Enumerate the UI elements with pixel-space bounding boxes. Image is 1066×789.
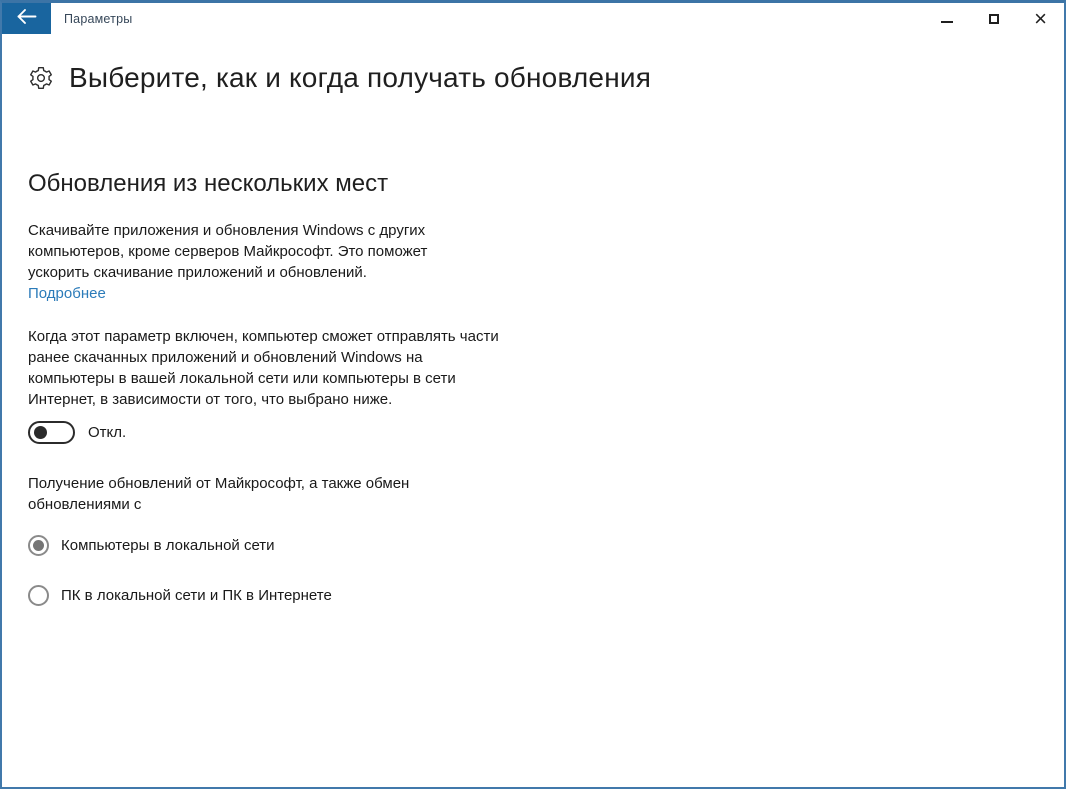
maximize-button[interactable] (970, 3, 1017, 34)
radio-option-local-and-internet[interactable] (28, 585, 1038, 606)
toggle-state-label: Откл. (88, 424, 127, 441)
back-button[interactable] (2, 3, 51, 34)
window-controls (923, 3, 1064, 34)
titlebar (2, 3, 1064, 34)
gear-icon (28, 65, 54, 91)
back-arrow-icon (16, 8, 37, 30)
maximize-icon (989, 14, 999, 24)
description-paragraph-2: Когда этот параметр включен, компьютер сможет отправлять части ранее скачанных приложений и обновлений Windows на компьютеры в вашей локальной сети или компьютеры в сети Интернет, в зависимости от того, что выбрано ниже. (28, 328, 499, 408)
app-title: Параметры (64, 11, 133, 26)
page-header (28, 62, 1038, 94)
settings-content (2, 62, 1064, 606)
close-button[interactable] (1017, 3, 1064, 34)
close-icon: × (1034, 5, 1047, 31)
toggle-row (28, 421, 1038, 444)
radio-option-local-network[interactable] (28, 535, 1038, 556)
radio-label: Компьютеры в локальной сети (61, 537, 275, 554)
share-options-radio-group (28, 535, 1038, 606)
radio-label: ПК в локальной сети и ПК в Интернете (61, 587, 332, 604)
minimize-button[interactable] (923, 3, 970, 34)
page-title: Выберите, как и когда получать обновления (69, 62, 652, 93)
share-options-heading: Получение обновлений от Майкрософт, а также обмен обновлениями с (28, 475, 410, 513)
radio-selected-icon[interactable] (28, 535, 49, 556)
updates-toggle[interactable] (28, 421, 75, 444)
learn-more-link[interactable]: Подробнее (28, 285, 106, 302)
section-heading: Обновления из нескольких мест (28, 170, 389, 197)
toggle-knob-icon (34, 426, 47, 439)
radio-unselected-icon[interactable] (28, 585, 49, 606)
minimize-icon (941, 21, 953, 23)
description-paragraph-1: Скачивайте приложения и обновления Windows с других компьютеров, кроме серверов Майкрософт. Это поможет ускорить скачивание приложений и обновлений. (28, 222, 428, 281)
